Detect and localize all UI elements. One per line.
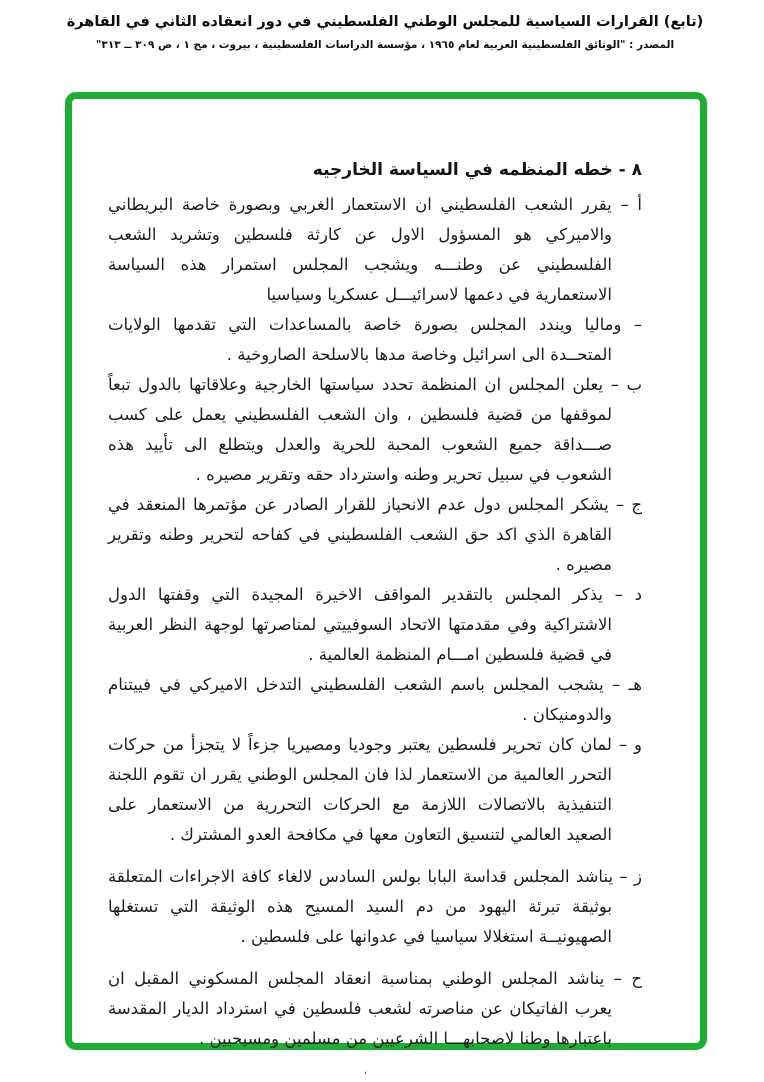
resolution-item-z bbox=[108, 862, 642, 952]
resolution-item-a bbox=[108, 190, 642, 310]
item-marker: ج – bbox=[615, 495, 642, 514]
document-body bbox=[108, 155, 642, 1054]
item-text: يذكر المجلس بالتقدير المواقف الاخيرة المجيدة التي وقفتها الدول الاشتراكية وفي مقدمتها الاتحاد السوفييتي لمناصرتها لوجهة النظر العربية في قضية فلسطين امـــام المنظمة العالمية . bbox=[108, 585, 612, 664]
section-heading: ٨ - خطه المنظمه في السياسة الخارجيه bbox=[312, 160, 642, 180]
item-text: يقرر الشعب الفلسطيني ان الاستعمار الغربي وبصورة خاصة البريطاني والاميركي هو المسؤول الاول عن كارثة فلسطين وتشريد الشعب الفلسطيني عن وطنـــه ويشجب المجلس استمرار هذه السياسة الاستعمارية في دعمها لاسرائيـــل عسكريا وسياسيا bbox=[108, 195, 612, 304]
document-header bbox=[65, 12, 705, 52]
resolution-item-dash bbox=[108, 310, 642, 370]
item-text: وماليا ويندد المجلس بصورة خاصة بالمساعدات التي تقدمها الولايات المتحــدة الى اسرائيل وخاصة مدها بالاسلحة الصاروخية . bbox=[108, 315, 622, 364]
resolution-item-d bbox=[108, 580, 642, 670]
item-text: يعلن المجلس ان المنظمة تحدد سياستها الخارجية وعلاقاتها بالدول تبعاً لموقفها من قضية فلسطين ، وان الشعب الفلسطيني يعمل على كسب صـــداقة جميع الشعوب المحبة للحرية والعدل ويتطلع الى تأييد هذه الشعوب في سبيل تحرير وطنه واسترداد حقه وتقرير مصيره . bbox=[108, 375, 612, 484]
item-marker: ح – bbox=[613, 969, 642, 988]
item-marker: هـ – bbox=[611, 675, 642, 694]
resolution-item-hh bbox=[108, 964, 642, 1054]
resolution-item-w bbox=[108, 730, 642, 850]
resolution-item-j bbox=[108, 490, 642, 580]
item-marker: د – bbox=[614, 585, 643, 604]
page-bottom-mark: ، bbox=[363, 1065, 368, 1078]
resolution-item-h bbox=[108, 670, 642, 730]
source-citation: المصدر : "الوثائق الفلسطينية العربية لعام ١٩٦٥ ، مؤسسة الدراسات الفلسطينية ، بيروت ، مج ١ ، ص ٣٠٩ ــ ٣١٣" bbox=[95, 39, 675, 51]
item-text: يناشد المجلس قداسة البابا بولس السادس لالغاء كافة الاجراءات المتعلقة بوثيقة تبرئة اليهود من دم السيد المسيح هذه الوثيقة التي تستغلها الصهيونيــة استغلالا سياسيا في عدوانها على فلسطين . bbox=[108, 867, 614, 946]
item-text: يشجب المجلس باسم الشعب الفلسطيني التدخل الاميركي في فييتنام والدومنيكان . bbox=[108, 675, 612, 724]
item-text: يشكر المجلس دول عدم الانحياز للقرار الصادر عن مؤتمرها المنعقد في القاهرة الذي اكد حق الشعب الفلسطيني في كفاحه لتحرير وطنه وتقرير مصيره . bbox=[108, 495, 612, 574]
green-frame-border bbox=[65, 92, 707, 1050]
item-marker: – bbox=[633, 315, 642, 334]
item-marker: أ – bbox=[620, 195, 642, 214]
item-marker: ب – bbox=[610, 375, 642, 394]
item-marker: ز – bbox=[619, 867, 643, 886]
item-marker: و – bbox=[618, 735, 642, 754]
item-text: يناشد المجلس الوطني بمناسبة انعقاد المجلس المسكوني المقبل ان يعرب الفاتيكان عن مناصرته لشعب فلسطين في استرداد الديار المقدسة باعتبارها وطنا لاصحابهـــا الشرعيين من مسلمين ومسيحيين . bbox=[108, 969, 612, 1048]
document-title: (تابع) القرارات السياسية للمجلس الوطني الفلسطيني في دور انعقاده الثاني في القاهرة bbox=[66, 14, 704, 30]
item-text: لمان كان تحرير فلسطين يعتبر وجوديا ومصيريا جزءاً لا يتجزأ من حركات التحرر العالمية من الاستعمار لذا فان المجلس الوطني يقرر ان تقوم اللجنة التنفيذية بالاتصالات اللازمة مع الحركات التحررية من الاستعمار على الصعيد العالمي لتنسيق التعاون معها في مكافحة العدو المشترك . bbox=[108, 735, 612, 844]
resolution-item-b bbox=[108, 370, 642, 490]
